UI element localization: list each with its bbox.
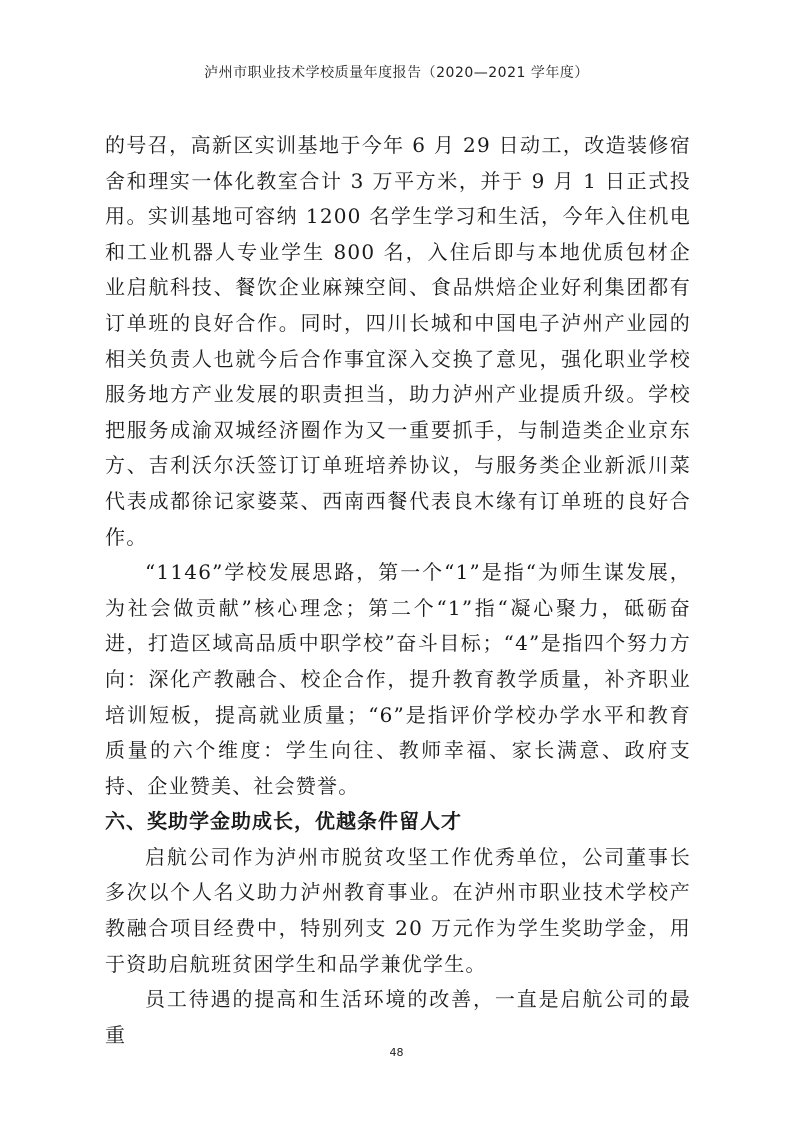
section-heading: 六、奖助学金助成长，优越条件留人才: [105, 809, 462, 834]
page-header: 泸州市职业技术学校质量年度报告（2020—2021 学年度）: [204, 65, 589, 81]
page-number: 48: [389, 1046, 404, 1059]
paragraph-employee-treatment: 员工待遇的提高和生活环境的改善，一直是启航公司的最重: [105, 987, 691, 1047]
paragraph-scholarship: 启航公司作为泸州市脱贫攻坚工作优秀单位，公司董事长多次以个人名义助力泸州教育事业。在泸州市职业技术学校产教融合项目经费中，特别列支 20 万元作为学生奖助学金，用于资助启航班贫困学生和品学兼优学生。: [105, 844, 691, 976]
paragraph-development-strategy: “1146”学校发展思路，第一个“1”是指“为师生谋发展，为社会做贡献”核心理念；第二个“1”指“凝心聚力，砥砺奋进，打造区域高品质中职学校”奋斗目标；“4”是指四个努力方向：深化产教融合、校企合作，提升教育教学质量，补齐职业培训短板，提高就业质量；“6”是指评价学校办学水平和教育质量的六个维度：学生向往、教师幸福、家长满意、政府支持、企业赞美、社会赞誉。: [105, 560, 691, 798]
paragraph-continued: 的号召，高新区实训基地于今年 6 月 29 日动工，改造装修宿舍和理实一体化教室合计 3 万平方米，并于 9 月 1 日正式投用。实训基地可容纳 1200 名学生学习和生活，今年入住机电和工业机器人专业学生 800 名，入住后即与本地优质包材企业启航科技、餐饮企业麻辣空间、食品烘焙企业好利集团都有订单班的良好合作。同时，四川长城和中国电子泸州产业园的相关负责人也就今后合作事宜深入交换了意见，强化职业学校服务地方产业发展的职责担当，助力泸州产业提质升级。学校把服务成渝双城经济圈作为又一重要抓手，与制造类企业京东方、吉利沃尔沃签订订单班培养协议，与服务类企业新派川菜代表成都徐记家婆菜、西南西餐代表良木缘有订单班的良好合作。: [105, 133, 691, 549]
body-text: [105, 128, 691, 1053]
